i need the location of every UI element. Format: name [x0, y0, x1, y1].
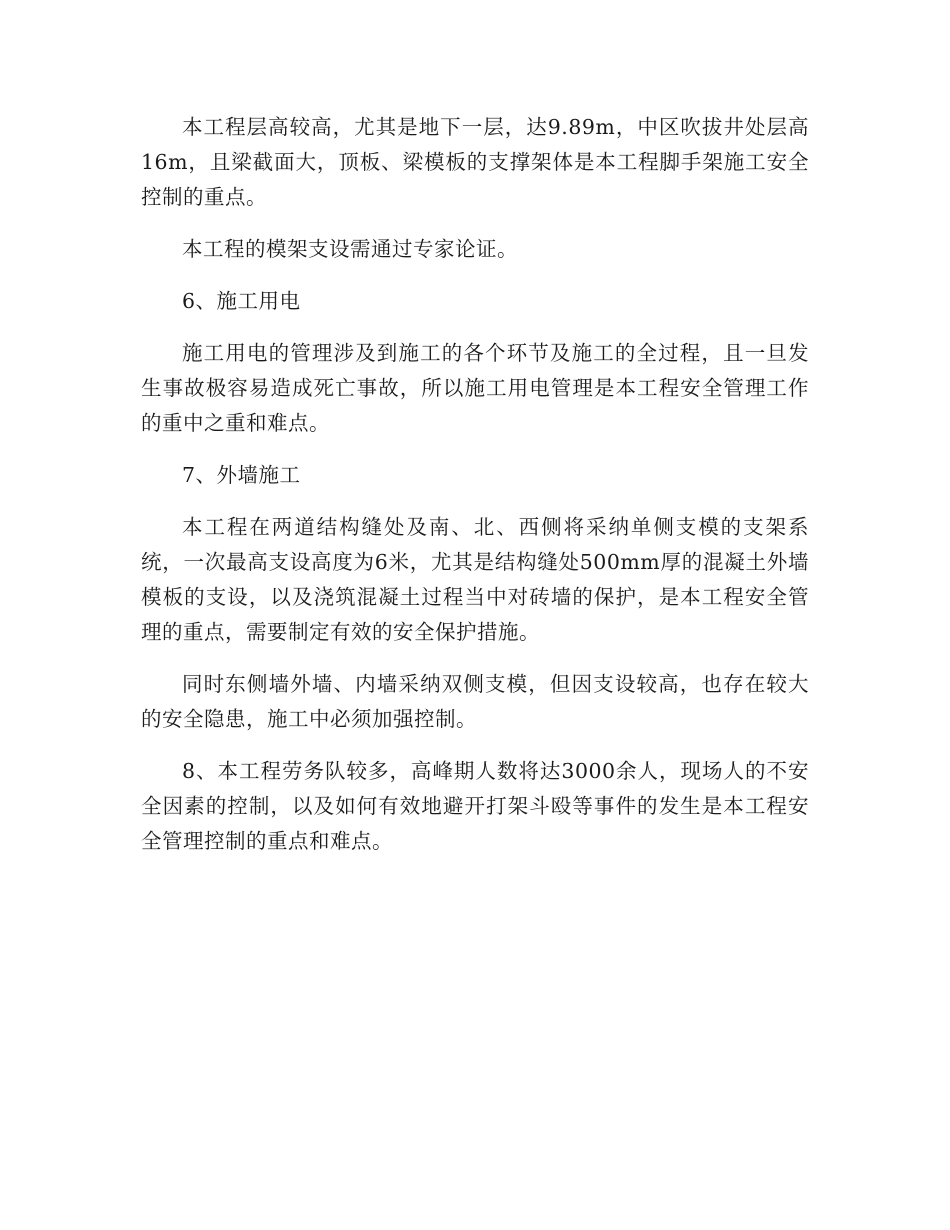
heading-exterior-wall: 7、外墙施工 [182, 463, 301, 487]
paragraph-single-side-formwork: 本工程在两道结构缝处及南、北、西侧将采纳单侧支模的支架系统，一次最高支设高度为6米，尤其是结构缝处500mm厚的混凝土外墙模板的支设，以及浇筑混凝土过程当中对砖墙的保护，是本工程安全管理的重点，需要制定有效的安全保护措施。 [141, 515, 809, 644]
paragraph-double-side-formwork: 同时东侧墙外墙、内墙采纳双侧支模，但因支设较高，也存在较大的安全隐患，施工中必须加强控制。 [141, 672, 809, 731]
paragraph-expert-review: 本工程的模架支设需通过专家论证。 [182, 237, 518, 261]
paragraph-labor-teams: 8、本工程劳务队较多，高峰期人数将达3000余人，现场人的不安全因素的控制，以及如何有效地避开打架斗殴等事件的发生是本工程安全管理控制的重点和难点。 [141, 759, 809, 853]
document-body [141, 110, 809, 876]
heading-construction-electricity: 6、施工用电 [182, 289, 301, 313]
paragraph-formwork-height: 本工程层高较高，尤其是地下一层，达9.89m，中区吹拔井处层高16m，且梁截面大，顶板、梁模板的支撑架体是本工程脚手架施工安全控制的重点。 [141, 115, 809, 209]
paragraph-electricity-management: 施工用电的管理涉及到施工的各个环节及施工的全过程，且一旦发生事故极容易造成死亡事故，所以施工用电管理是本工程安全管理工作的重中之重和难点。 [141, 341, 809, 435]
